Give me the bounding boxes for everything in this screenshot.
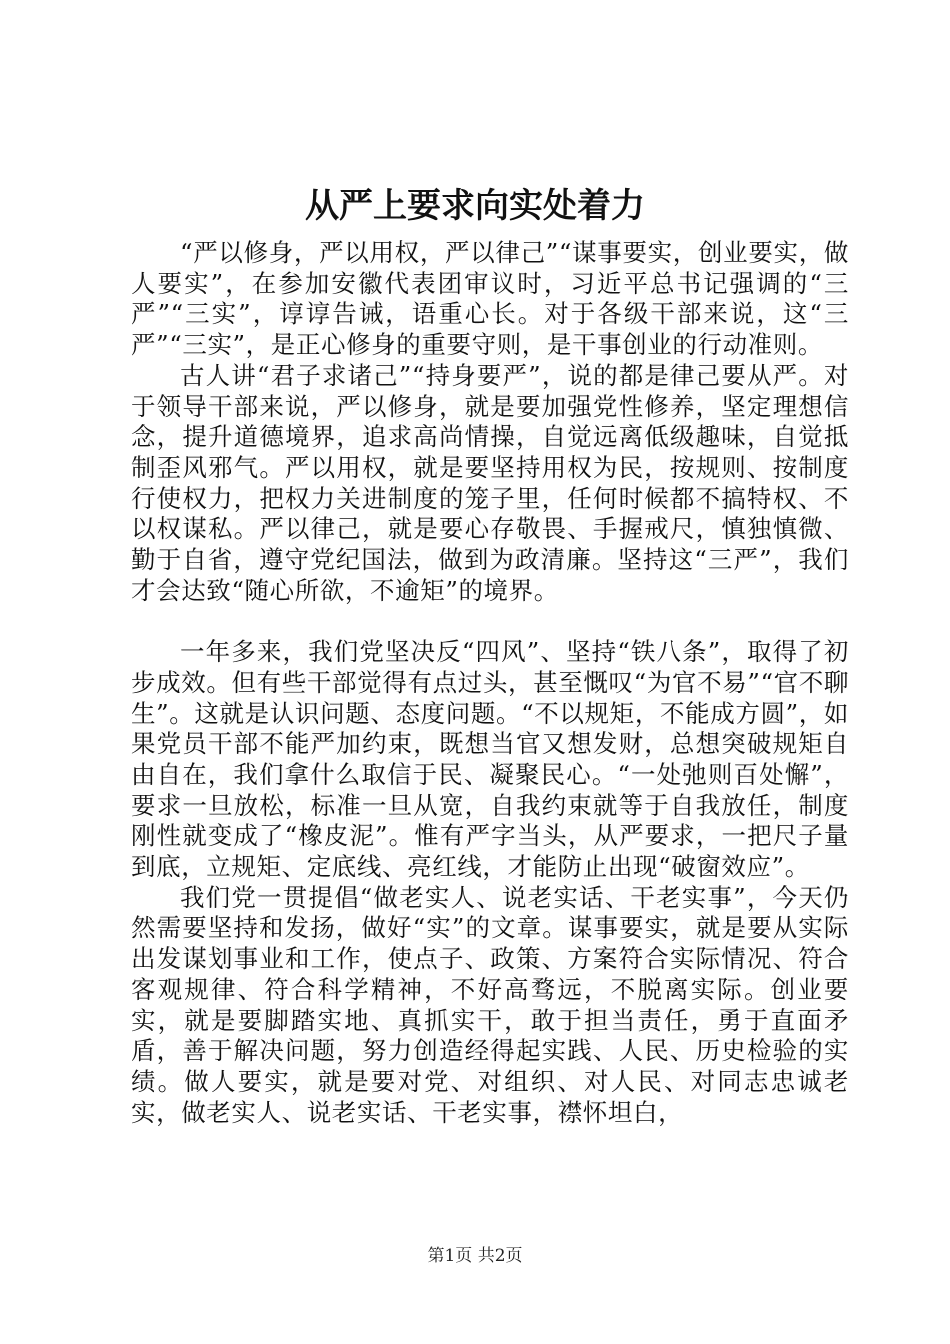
paragraph-3: 一年多来，我们党坚决反“四风”、坚持“铁八条”，取得了初步成效。但有些干部觉得有点过头，甚至慨叹“为官不易”“官不聊生”。这就是认识问题、态度问题。“不以规矩，不能成方圆”，如果党员干部不能严加约束，既想当官又想发财，总想突破规矩自由自在，我们拿什么取信于民、凝聚民心。“一处弛则百处懈”，要求一旦放松，标准一旦从宽，自我约束就等于自我放任，制度刚性就变成了“橡皮泥”。惟有严字当头，从严要求，一把尺子量到底，立规矩、定底线、亮红线，才能防止出现“破窗效应”。 bbox=[131, 637, 849, 882]
paragraph-4: 我们党一贯提倡“做老实人、说老实话、干老实事”，今天仍然需要坚持和发扬，做好“实”的文章。谋事要实，就是要从实际出发谋划事业和工作，使点子、政策、方案符合实际情况、符合客观规律、符合科学精神，不好高骛远，不脱离实际。创业要实，就是要脚踏实地、真抓实干，敢于担当责任，勇于直面矛盾，善于解决问题，努力创造经得起实践、人民、历史检验的实绩。做人要实，就是要对党、对组织、对人民、对同志忠诚老实，做老实人、说老实话、干老实事，襟怀坦白， bbox=[131, 882, 849, 1127]
paragraph-2: 古人讲“君子求诸己”“持身要严”，说的都是律己要从严。对于领导干部来说，严以修身，就是要加强党性修养，坚定理想信念，提升道德境界，追求高尚情操，自觉远离低级趣味，自觉抵制歪风邪气。严以用权，就是要坚持用权为民，按规则、按制度行使权力，把权力关进制度的笼子里，任何时候都不搞特权、不以权谋私。严以律己，就是要心存敬畏、手握戒尺，慎独慎微、勤于自省，遵守党纪国法，做到为政清廉。坚持这“三严”，我们才会达致“随心所欲，不逾矩”的境界。 bbox=[131, 360, 849, 605]
paragraph-1: “严以修身，严以用权，严以律己”“谋事要实，创业要实，做人要实”，在参加安徽代表团审议时，习近平总书记强调的“三严”“三实”，谆谆告诫，语重心长。对于各级干部来说，这“三严”“三实”，是正心修身的重要守则，是干事创业的行动准则。 bbox=[131, 238, 849, 360]
page-footer: 第1页 共2页 bbox=[427, 1246, 523, 1266]
document-title: 从严上要求向实处着力 bbox=[305, 186, 645, 226]
document-body bbox=[131, 238, 849, 1128]
